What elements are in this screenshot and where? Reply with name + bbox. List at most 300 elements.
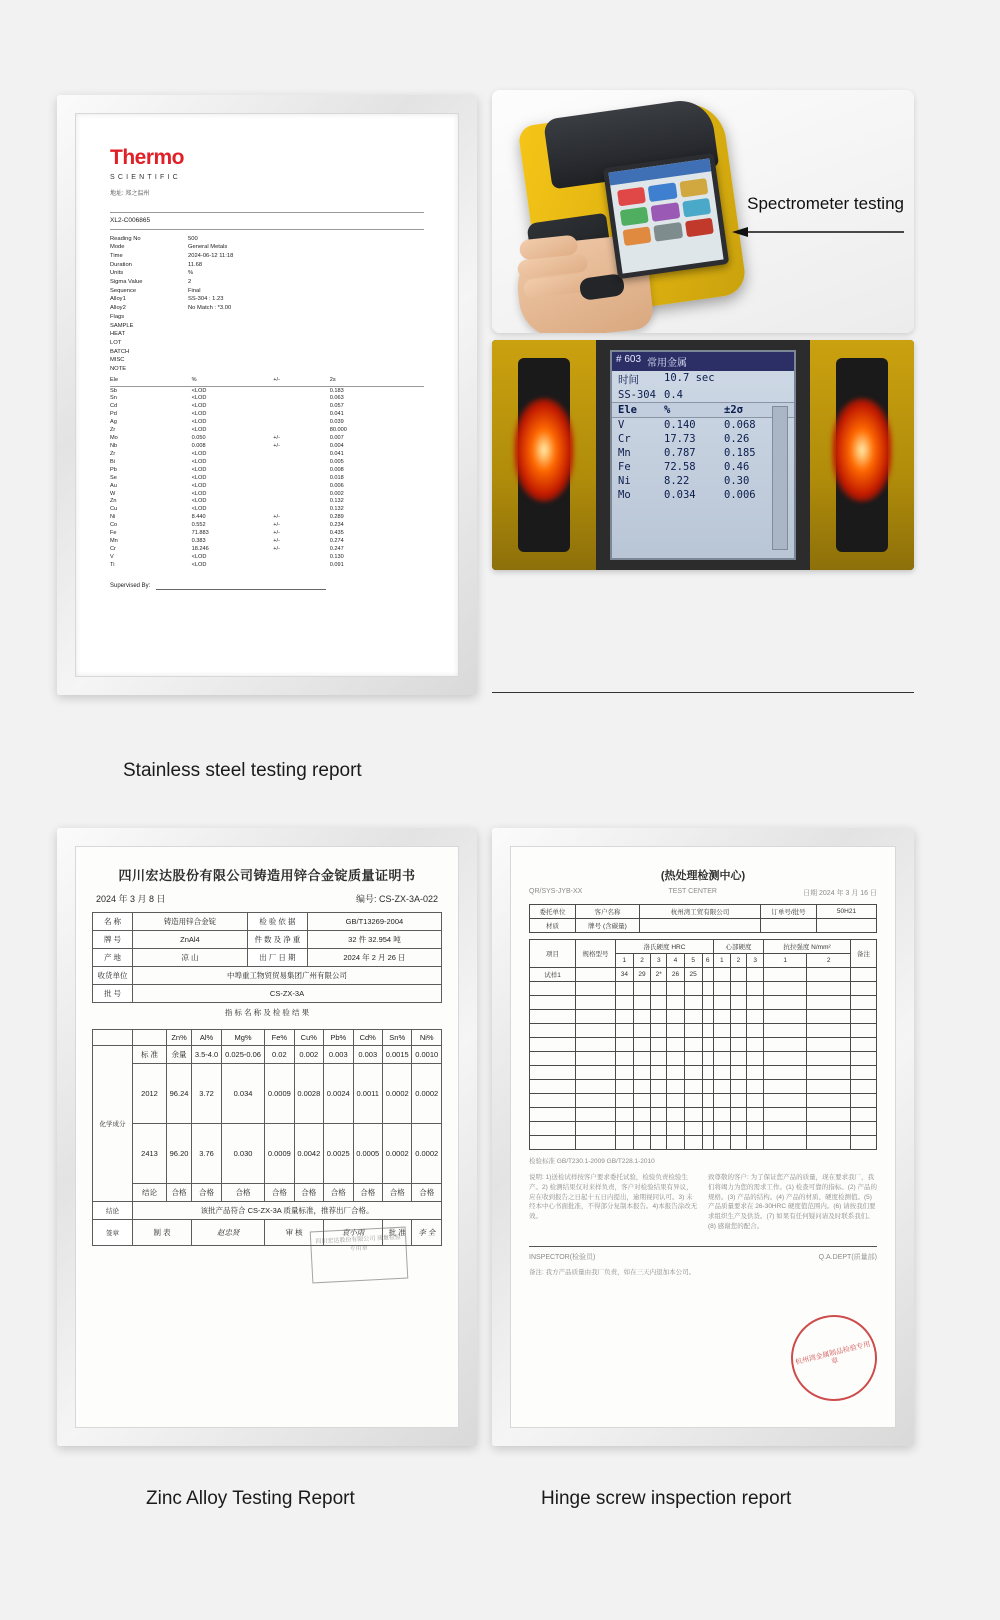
cell [667,1094,685,1108]
lcd-titlebar [612,352,794,371]
cell [702,1024,713,1038]
caption-hinge-report: Hinge screw inspection report [541,1488,792,1509]
cell [807,1024,851,1038]
cell [667,1066,685,1080]
cell [730,968,747,982]
cell [576,1010,616,1024]
cell-pm: +/- [273,443,280,450]
field-key: NOTE [110,365,127,372]
field-value: Final [188,287,201,294]
column-header: 1 [616,954,634,968]
cell-ele: V [110,553,114,560]
field-row [110,304,424,313]
lcd-col-pct: % [664,404,671,416]
column-header-item: 项目 [530,940,576,968]
cell: 合格 [382,1184,411,1202]
cell [667,1108,685,1122]
field-key: HEAT [110,331,126,338]
cell [764,1094,807,1108]
hinge-hardness-table [529,939,877,1150]
cell-2s: 0.057 [329,403,344,410]
cell [684,1010,702,1024]
table-row [530,1094,877,1108]
cell [730,1010,747,1024]
cell-pm [273,387,330,395]
cell-pct: <LOD [191,387,207,394]
row-value: GB/T13269-2004 [307,913,441,931]
lcd-cell-ele: Mo [618,489,631,501]
cell [576,1094,616,1108]
footer-label: 审 核 [265,1220,324,1246]
cell-ele: Mo [110,435,118,442]
cell [702,1038,713,1052]
cell-2s: 0.247 [329,546,344,552]
cell-pm [273,490,330,498]
cell [764,1136,807,1150]
cell [684,1024,702,1038]
cell-ele: Sb [110,387,117,394]
caption-stainless-report: Stainless steel testing report [123,760,362,781]
row-label: 试样1 [530,968,576,982]
cell: 34 [616,968,634,982]
cell-pct: <LOD [191,482,207,489]
cell [851,968,877,982]
field-row [110,322,424,331]
cell [651,1094,667,1108]
cell-ele: Cr [110,546,116,552]
stainless-report-frame [57,95,477,695]
table-row [110,467,424,475]
thermo-document [76,114,458,600]
cell-2s: 0.132 [329,506,344,513]
cell [851,1094,877,1108]
cell [667,1122,685,1136]
lcd-display [610,350,796,560]
cell-ele: Cu [110,506,118,513]
cell [684,1136,702,1150]
cell [616,1066,634,1080]
screen-icon [651,202,680,222]
zinc-report-page [75,846,459,1428]
column-group-core: 心部硬度 [713,940,763,954]
column-header: 2 [807,954,851,968]
row-value [640,919,761,933]
cell [667,1010,685,1024]
cell [851,1122,877,1136]
table-row [110,403,424,411]
cell-2s: 0.274 [329,538,344,545]
cell-2s: 0.039 [329,419,344,426]
cell [616,1038,634,1052]
cell [764,982,807,996]
field-key: Duration [110,261,132,268]
supervised-by-label: Supervised By: [110,582,151,589]
column-group-tensile: 抗拉强度 N/mm² [764,940,851,954]
cell: 0.0009 [265,1124,294,1184]
cell [684,1122,702,1136]
hinge-qa-label: Q.A.DEPT(质量部) [818,1253,877,1261]
table-row [530,968,877,982]
lcd-data-row [612,460,794,474]
cell-pct: <LOD [191,403,207,410]
table-row [530,1108,877,1122]
cell: 3.5-4.0 [192,1046,222,1064]
column-header: 5 [684,954,702,968]
column-header-pm: +/- [273,377,330,387]
row-label: 标 准 [133,1046,167,1064]
cell-pm: +/- [273,546,280,552]
cell [764,1080,807,1094]
cell-2s: 0.183 [329,387,344,394]
table-row [93,1184,442,1202]
cell [651,1108,667,1122]
cell [713,1010,730,1024]
field-key: Reading No [110,235,141,242]
row-label: 2413 [133,1124,167,1184]
cell [684,1038,702,1052]
table-row [110,562,424,570]
cell [576,982,616,996]
table-header-row [110,377,424,387]
cell [576,968,616,982]
cell [616,1122,634,1136]
table-row [110,443,424,451]
cell [576,1136,616,1150]
cell [684,996,702,1010]
row-label: 名 称 [93,913,133,931]
table-row [93,1124,442,1184]
zinc-report-frame [57,828,477,1446]
cell-2s: 0.018 [329,474,344,481]
cell-ele: Pd [110,411,117,418]
row-label [761,919,817,933]
cell-pm [273,554,330,562]
cell-ele: W [110,490,116,497]
zinc-document [76,847,458,1427]
hinge-center-name: TEST CENTER [668,888,717,895]
column-header-zn: Zn% [167,1030,192,1046]
cell [730,1038,747,1052]
table-row [93,1064,442,1124]
spectrometer-device-photo [492,90,914,333]
cell [764,1108,807,1122]
lcd-alloy-row [612,388,794,402]
column-header-blank [93,1030,133,1046]
section-divider [492,692,914,693]
arrow-left-icon [732,226,904,238]
cell [807,1010,851,1024]
table-row [110,387,424,395]
cell-2s: 0.041 [329,450,344,457]
lcd-cell-sigma: 0.30 [724,475,750,487]
column-header-fe: Fe% [265,1030,294,1046]
cell [633,1052,651,1066]
field-key: Alloy2 [110,305,126,312]
column-header: 1 [713,954,730,968]
cell [651,1038,667,1052]
field-key: Time [110,253,123,260]
cell [576,1052,616,1066]
cell [667,982,685,996]
cell-pm [273,427,330,435]
conclusion-value: 该批产品符合 CS-ZX-3A 质量标准，推荐出厂合格。 [133,1202,442,1220]
row-sublabel: 牌号 (含碳量) [576,919,640,933]
lcd-cell-ele: V [618,419,625,431]
column-header-al: Al% [192,1030,222,1046]
cell [633,1136,651,1150]
cell: 0.0009 [265,1064,294,1124]
row-label: 材质 [530,919,576,933]
lcd-cell-sigma: 0.26 [724,433,750,445]
lcd-cell-sigma: 0.185 [724,447,756,459]
table-row [110,490,424,498]
lcd-scrollbar[interactable] [772,406,788,550]
cell [651,1122,667,1136]
field-key: BATCH [110,348,130,355]
cell-pct: <LOD [191,466,207,473]
lcd-time-label: 时间 [618,374,639,386]
cell [616,1052,634,1066]
hinge-info-table [529,904,877,933]
cell-pm [273,498,330,506]
cell [713,1066,730,1080]
cell-ele: Fe [110,530,117,537]
row-value: 凉 山 [133,949,248,967]
table-row [530,982,877,996]
hinge-notes-row [529,1173,877,1232]
cell [633,996,651,1010]
cell: 25 [684,968,702,982]
table-row [530,1136,877,1150]
field-value: % [188,270,194,277]
row-value: ZnAl4 [133,931,248,949]
cell [807,968,851,982]
stainless-report-page [75,113,459,677]
cell-2s: 0.007 [329,435,344,442]
finger [523,274,589,299]
cell [713,1136,730,1150]
table-row [93,931,442,949]
table-row [530,905,877,919]
row-label: 订单号/批号 [761,905,817,919]
table-row [530,1122,877,1136]
cell-pm [273,419,330,427]
thermo-fields [110,235,424,374]
column-header-type: 规格型号 [576,940,616,968]
cell [702,1108,713,1122]
field-key: SAMPLE [110,322,134,329]
cell-2s: 0.063 [329,395,344,402]
row-value: 50H21 [817,905,877,919]
row-label: 结论 [133,1184,167,1202]
cell-ele: Zr [110,450,116,457]
cell [747,1052,764,1066]
cell: 0.0005 [353,1124,382,1184]
row-label: 产 地 [93,949,133,967]
hinge-standard-note: 检验标准 GB/T230.1-2009 GB/T228.1-2010 [529,1158,655,1165]
cell [651,1010,667,1024]
table-row [110,522,424,530]
cell [651,996,667,1010]
field-key: LOT [110,339,122,346]
cell [576,1108,616,1122]
signature-value: 袁小雨 [324,1220,383,1246]
cell-pm [273,506,330,514]
cell [730,996,747,1010]
cell [576,1080,616,1094]
cell: 合格 [167,1184,192,1202]
element-results-table [110,377,424,570]
lcd-data-row [612,474,794,488]
screen-icon [623,226,652,246]
screen-icon [682,198,711,218]
cell-pct: 18.246 [191,546,209,552]
cell [684,1094,702,1108]
cell-2s: 80.000 [329,427,347,434]
cell [730,1108,747,1122]
cell: 0.02 [265,1046,294,1064]
hinge-official-stamp: 杭州湾金属制品检验专用章 [782,1306,886,1410]
table-row [110,514,424,522]
cell [576,1024,616,1038]
cell-pct: <LOD [191,427,207,434]
screen-icon [654,222,683,242]
field-key: Mode [110,244,125,251]
cell-pm [273,475,330,483]
cell: 0.003 [353,1046,382,1064]
cell [730,1136,747,1150]
hinge-bottom-note: 备注: 我方产品质量由我厂负责，如在三天内退加本公司。 [529,1268,696,1276]
zinc-title: 四川宏达股份有限公司铸造用锌合金锭质量证明书 [118,868,416,883]
field-row [110,287,424,296]
cell-pm [273,411,330,419]
cell-pct: 8.440 [191,514,206,521]
cell [851,1066,877,1080]
cell: 合格 [192,1184,222,1202]
cell-ele: Mn [110,538,118,545]
cell-pm: +/- [273,514,280,521]
field-key: Units [110,270,124,277]
cell [851,1024,877,1038]
cell-2s: 0.091 [329,561,344,568]
cell [702,1052,713,1066]
hinge-report-frame [492,828,914,1446]
cell [851,1080,877,1094]
cell-pm: +/- [273,530,280,537]
lcd-cell-pct: 0.140 [664,419,696,431]
cell-pct: <LOD [191,490,207,497]
cell: 3.72 [192,1064,222,1124]
row-label: 2012 [133,1064,167,1124]
cell [851,1052,877,1066]
field-key: MISC [110,357,125,364]
cell: 0.030 [221,1124,264,1184]
cell-pct: <LOD [191,450,207,457]
lcd-col-sigma: ±2σ [724,404,743,416]
table-row [93,967,442,985]
cell [633,1108,651,1122]
cell [807,1122,851,1136]
cell [702,1080,713,1094]
lcd-header-row [612,402,794,418]
lcd-cell-sigma: 0.46 [724,461,750,473]
cell [616,1010,634,1024]
cell [764,1038,807,1052]
cell-ele: Zr [110,427,116,434]
thermo-divider-2 [110,229,424,230]
cell-pct: <LOD [191,411,207,418]
cell [651,1066,667,1080]
field-row [110,356,424,365]
cell-2s: 0.041 [329,411,344,418]
field-row [110,252,424,261]
thermo-logo: Thermo [110,146,185,169]
cell [713,996,730,1010]
hinge-meta-row [529,888,877,898]
cell [747,1108,764,1122]
table-row [93,1046,442,1064]
cell-pct: <LOD [191,498,207,505]
cell [702,1122,713,1136]
cell [807,996,851,1010]
cell [651,1052,667,1066]
cell-pct: <LOD [191,506,207,513]
cell [851,1108,877,1122]
field-row [110,330,424,339]
spectrometer-results-photo [492,340,914,570]
cell-ele: Sn [110,395,117,402]
cell [851,1010,877,1024]
cell [747,1136,764,1150]
cell [702,1066,713,1080]
cell: 余量 [167,1046,192,1064]
cell: 0.0042 [294,1124,323,1184]
cell [651,1024,667,1038]
cell: 96.24 [167,1064,192,1124]
cell [713,1108,730,1122]
field-row [110,348,424,357]
cell-pm: +/- [273,435,280,442]
cell-2s: 0.005 [329,458,344,465]
cell-pm [273,467,330,475]
cell [747,1122,764,1136]
cell: 合格 [221,1184,264,1202]
table-row [110,546,424,554]
cell-2s: 0.289 [329,514,344,521]
field-value: SS-304 : 1.23 [188,296,224,303]
cell [530,1094,576,1108]
column-group-hrc: 洛氏硬度 HRC [616,940,714,954]
cell-pm: +/- [273,538,280,545]
zinc-cert-number: 编号: CS-ZX-3A-022 [355,894,438,904]
cell-2s: 0.004 [329,443,344,450]
cell [530,1080,576,1094]
cell-ele: Cd [110,403,118,410]
cell-pct: <LOD [191,561,207,568]
field-value: No Match : *3.00 [188,305,232,312]
lcd-cell-pct: 0.787 [664,447,696,459]
cell [702,1010,713,1024]
cell: 0.0002 [412,1064,442,1124]
column-header-mg: Mg% [221,1030,264,1046]
cell [851,1136,877,1150]
cell-pm [273,451,330,459]
table-row [530,1010,877,1024]
cell: 0.034 [221,1064,264,1124]
field-row [110,365,424,374]
cell [633,1010,651,1024]
field-value: 11.68 [188,261,203,268]
